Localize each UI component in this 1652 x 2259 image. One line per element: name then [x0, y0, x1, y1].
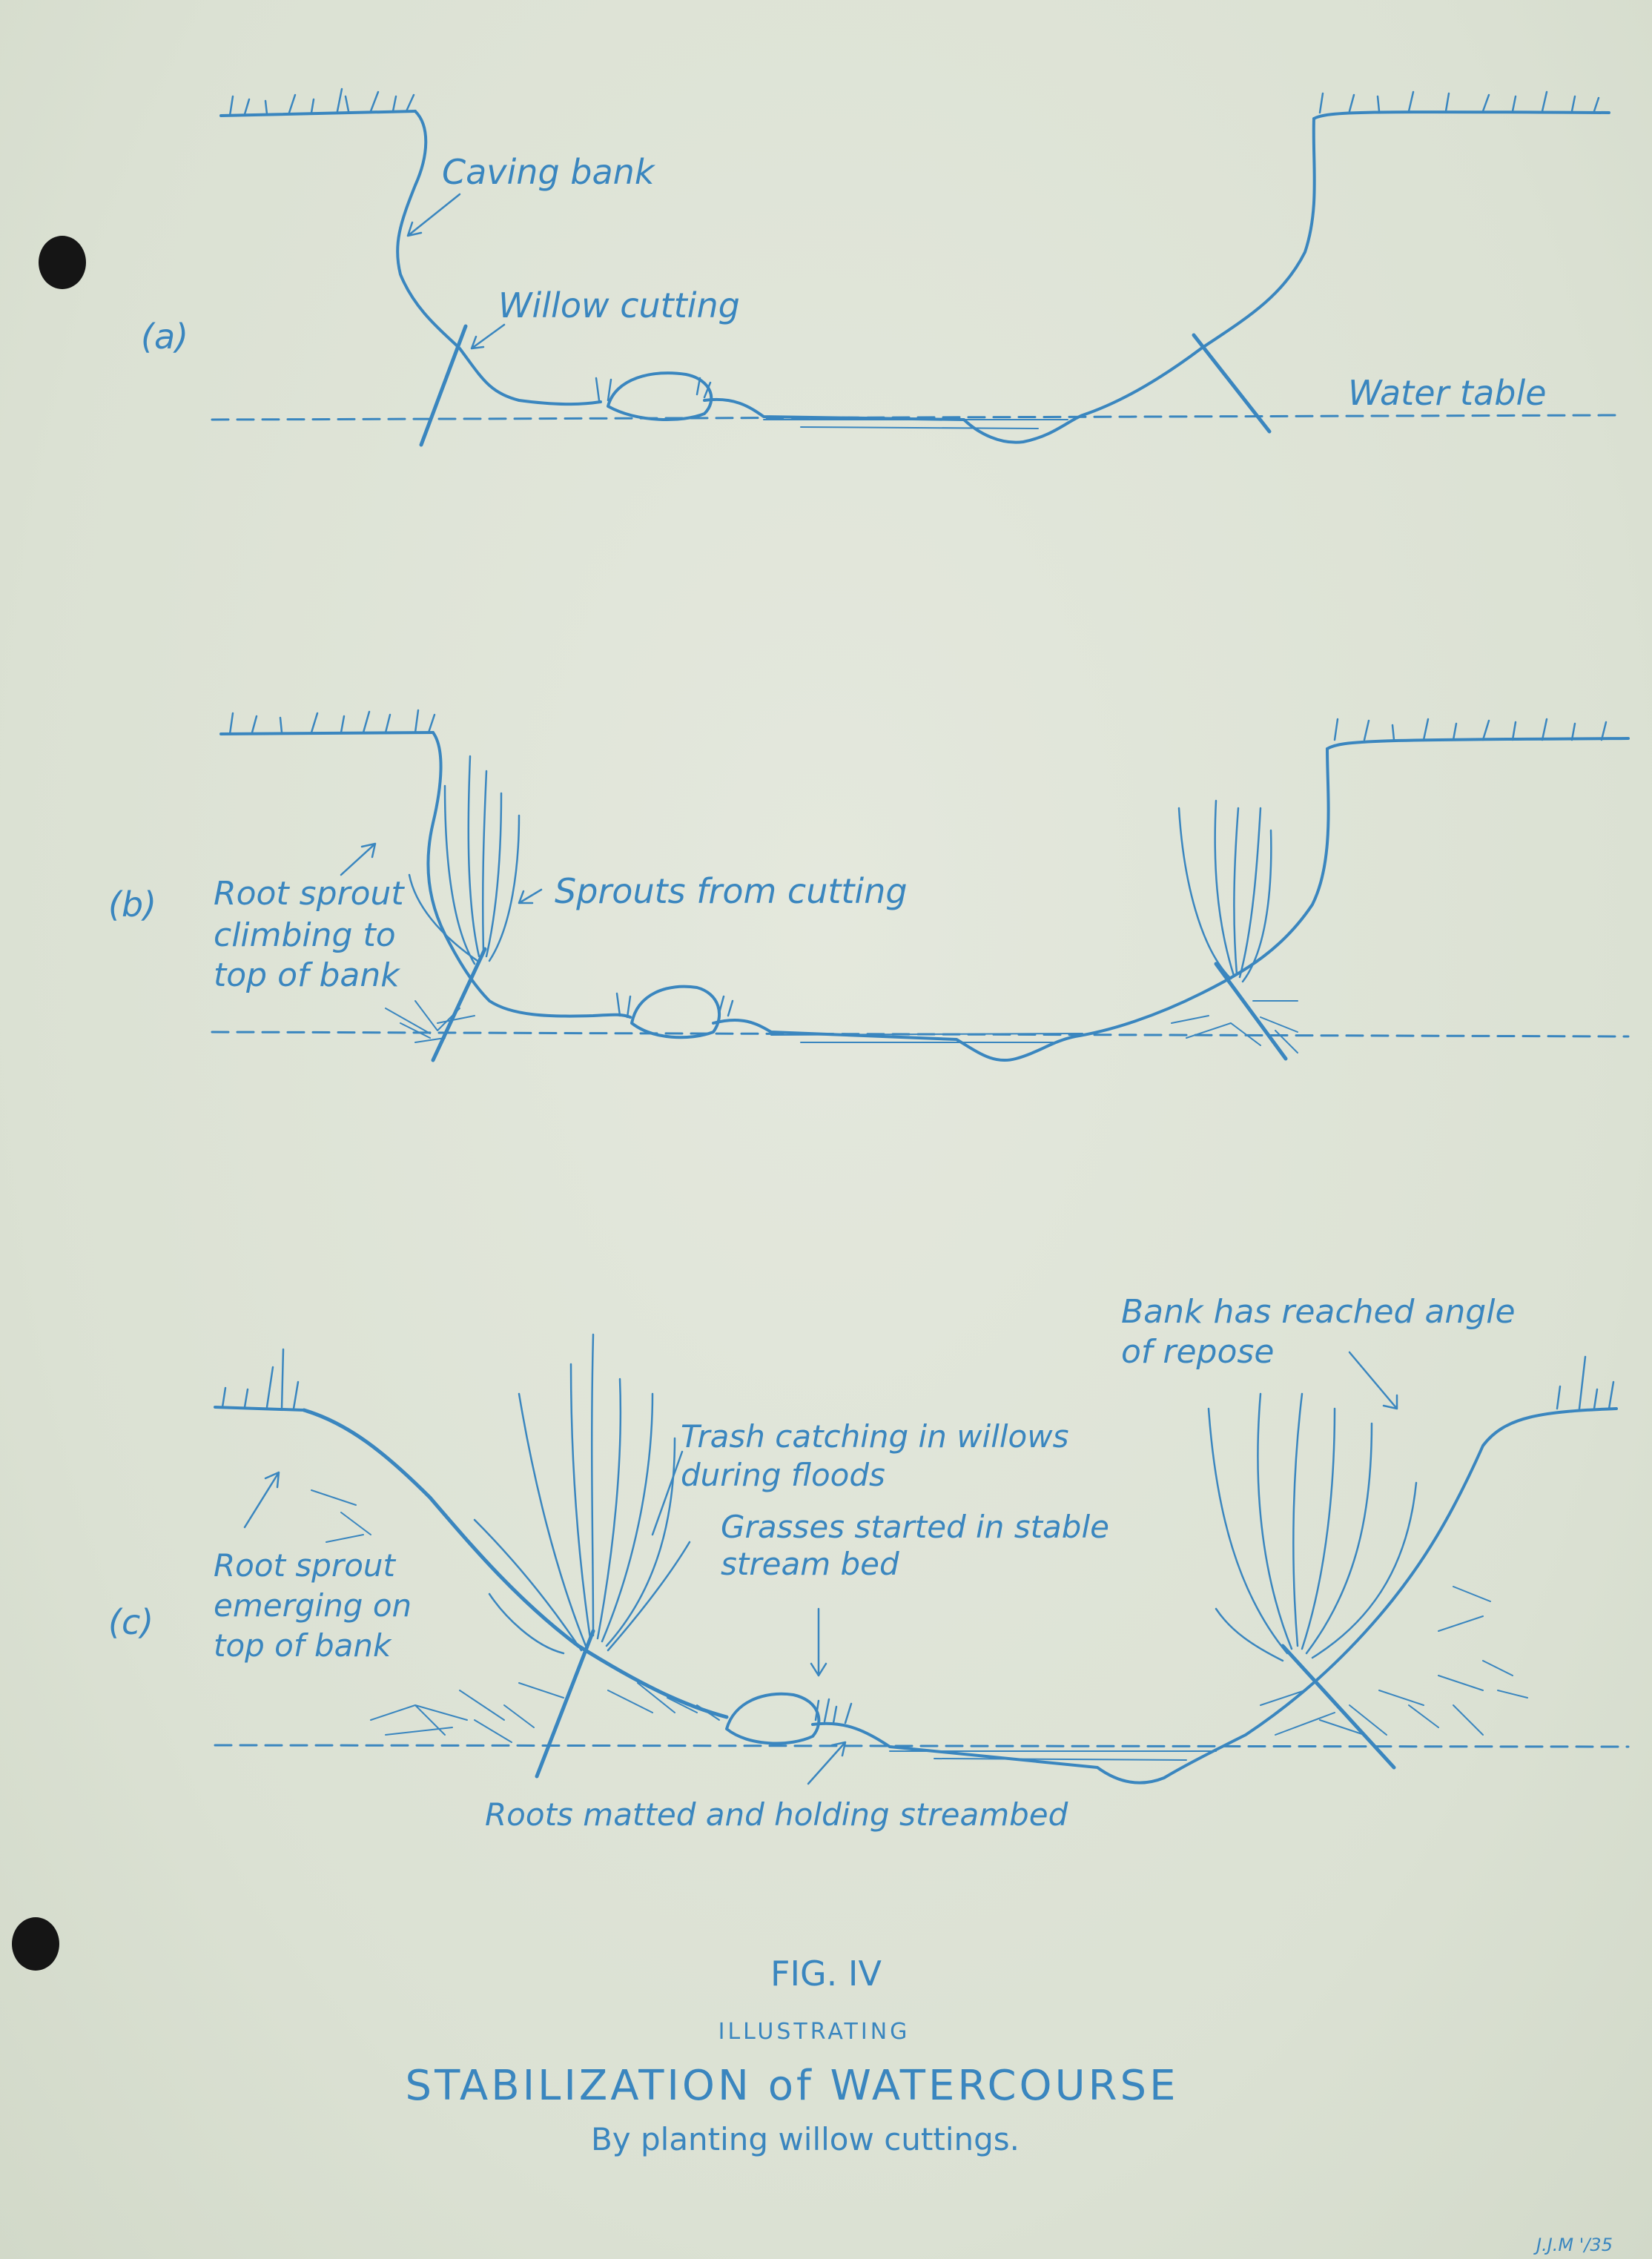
panel-b-roots-right — [1172, 1001, 1298, 1053]
grasses-started-label-2: stream bed — [721, 1546, 899, 1582]
bank-angle-label-1: Bank has reached angle — [1121, 1293, 1516, 1331]
grasses-started-label-1: Grasses started in stable — [721, 1509, 1109, 1545]
panel-b-root-sprout-arrow — [341, 844, 375, 875]
panel-c-root-sprout-arrow — [245, 1472, 279, 1527]
willow-cutting-label: Willow cutting — [498, 285, 740, 325]
panel-c — [108, 1293, 1628, 1833]
panel-c-willow-trunk-left — [537, 1631, 593, 1776]
root-sprout-climbing-label-3: top of bank — [214, 956, 400, 994]
panel-b-ground-right — [1327, 738, 1628, 749]
roots-matted-label: Roots matted and holding streambed — [485, 1796, 1068, 1833]
caving-bank-label: Caving bank — [442, 152, 655, 192]
panel-b-grass-right — [1335, 719, 1606, 740]
panel-a-rock — [608, 373, 711, 420]
panel-b-sprouts-left — [409, 756, 519, 964]
panel-a-willow-cutting-arrow — [472, 325, 504, 348]
panel-c-bank-arrow — [1349, 1352, 1397, 1409]
panel-a-streambed — [704, 119, 1315, 443]
panel-a-water-surface — [764, 420, 1068, 429]
panel-c-rock — [727, 1694, 819, 1744]
panel-a-grass-right — [1320, 92, 1599, 113]
figure-caption — [406, 1954, 1613, 2255]
panel-b-willow-cutting-right — [1216, 964, 1286, 1059]
panel-c-roots-arrow — [808, 1742, 845, 1784]
trash-catching-label-2: during floods — [681, 1457, 885, 1493]
author-initials: J.J.M '/35 — [1536, 2235, 1613, 2255]
panel-a-willow-cutting-left — [421, 326, 466, 445]
caption-illustrating: ILLUSTRATING — [718, 2019, 911, 2045]
panel-c-grasses-arrow — [811, 1609, 826, 1676]
panel-c-rock-grass — [816, 1699, 851, 1723]
root-sprout-emerging-label-2: emerging on — [214, 1587, 412, 1624]
root-sprout-climbing-label-1: Root sprout — [214, 875, 404, 913]
root-sprout-climbing-label-2: climbing to — [214, 916, 396, 954]
panel-c-brush-right — [1261, 1587, 1527, 1735]
panel-a-label: (a) — [141, 317, 189, 357]
panel-c-ground-left — [215, 1407, 304, 1410]
panel-b-sprouts-right — [1179, 801, 1271, 982]
panel-b-grass-left — [230, 710, 435, 734]
panel-a-ground-left — [221, 111, 415, 116]
figure-number: FIG. IV — [770, 1954, 882, 1994]
panel-c-water-table-line — [215, 1745, 1628, 1747]
panel-b — [108, 710, 1628, 1060]
trash-catching-label-1: Trash catching in willows — [681, 1418, 1069, 1455]
panel-c-willow-trunk-right — [1283, 1646, 1394, 1767]
root-sprout-emerging-label-1: Root sprout — [214, 1547, 395, 1584]
panel-a — [141, 89, 1615, 445]
panel-a-caving-bank-arrow — [408, 194, 460, 236]
sprouts-from-cutting-label: Sprouts from cutting — [555, 871, 908, 911]
panel-c-willow-branches-left — [475, 1334, 690, 1653]
panel-c-grass-right — [1557, 1357, 1613, 1409]
panel-b-willow-cutting-left — [433, 949, 485, 1060]
panel-b-roots-left — [386, 1001, 475, 1042]
root-sprout-emerging-label-3: top of bank — [214, 1627, 391, 1664]
water-table-label: Water table — [1348, 373, 1547, 413]
panel-c-label: (c) — [108, 1602, 154, 1642]
caption-title: STABILIZATION of WATERCOURSE — [405, 2062, 1179, 2110]
panel-b-label: (b) — [108, 884, 157, 925]
panel-c-grass-left — [222, 1349, 298, 1409]
panel-b-sprouts-arrow — [519, 890, 541, 903]
panel-c-willow-branches-right — [1209, 1394, 1416, 1661]
bank-angle-label-2: of repose — [1121, 1333, 1275, 1371]
panel-a-ground-right — [1314, 112, 1609, 119]
panel-b-rock — [632, 987, 719, 1038]
caption-subtitle: By planting willow cuttings. — [590, 2121, 1020, 2157]
